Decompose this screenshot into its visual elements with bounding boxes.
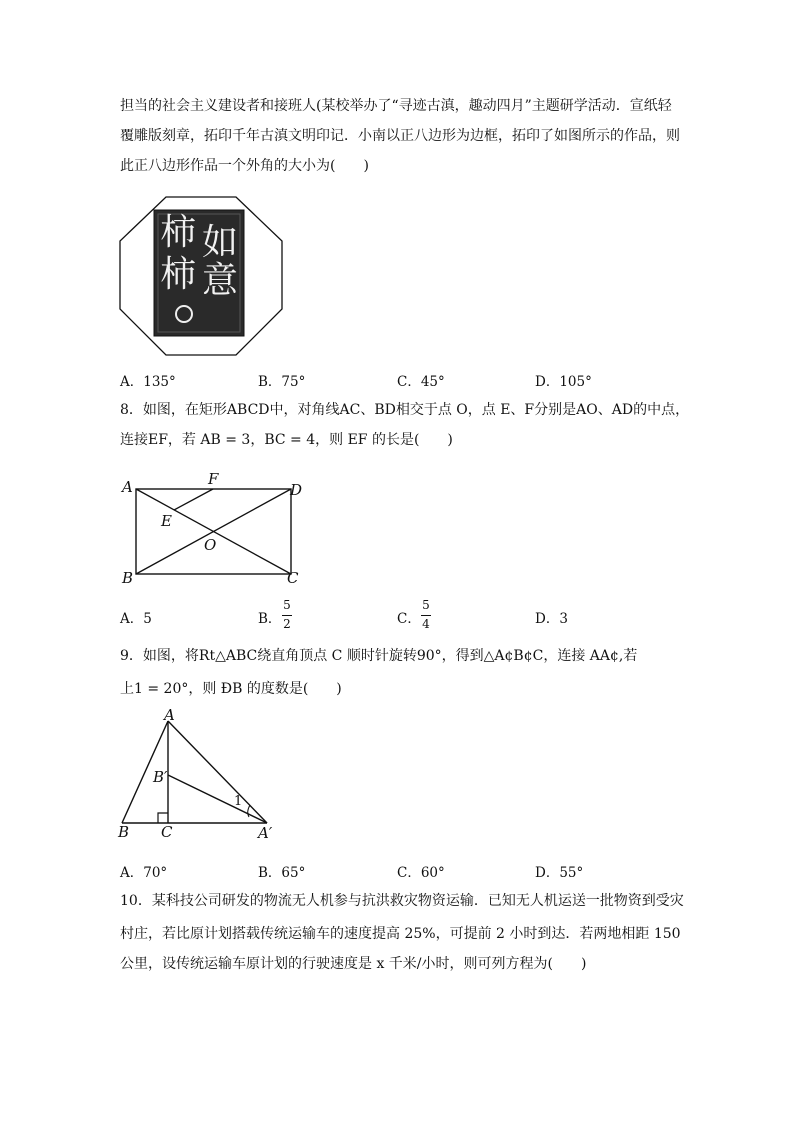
q7-text-line-1: 担当的社会主义建设者和接班人(某校举办了“寻迹古滇，趣动四月”主题研学活动．宣纸轻 <box>120 98 672 114</box>
q8-option-c-prefix: C． <box>397 611 421 627</box>
q9-option-c[interactable]: C．60° <box>397 865 445 881</box>
q10-text-line-3: 公里，设传统运输车原计划的行驶速度是 x 千米/小时，则可列方程为( ) <box>120 956 587 972</box>
label-E: E <box>161 512 172 530</box>
label-B: B <box>122 569 134 587</box>
octagon-frame <box>118 195 284 357</box>
seal-char-3: 柿 <box>160 254 197 295</box>
q10-text-line-2: 村庄，若比原计划搭载传统运输车的速度提高 25%，可提前 2 小时到达．若两地相距 150 <box>120 926 681 942</box>
label-O: O <box>204 536 217 554</box>
q8-option-b-prefix: B． <box>258 611 282 627</box>
q8-option-a[interactable]: A．5 <box>120 611 152 627</box>
label-A-prime: A′ <box>258 824 273 842</box>
q7-option-d[interactable]: D．105° <box>535 374 592 390</box>
label-C: C <box>287 569 299 587</box>
q10-text-line-1: 10．某科技公司研发的物流无人机参与抗洪救灾物资运输．已知无人机运送一批物资到受灾 <box>120 893 684 909</box>
q8-option-b[interactable] <box>258 598 308 634</box>
seal-char-2: 如 <box>202 222 239 263</box>
label-D: D <box>290 481 303 499</box>
q9-text-line-1: 9．如图，将Rt△ABC绕直角顶点 C 顺时针旋转90°，得到△A¢B¢C，连接 AA¢,若 <box>120 648 638 664</box>
q8-option-c-fraction-bar <box>421 615 431 616</box>
label-A: A <box>164 706 175 724</box>
label-B: B <box>118 823 130 841</box>
label-B-prime: B′ <box>153 768 168 786</box>
q8-option-b-numerator: 5 <box>283 598 291 612</box>
rectangle-diagram <box>118 470 318 590</box>
q7-option-b[interactable]: B．75° <box>258 374 306 390</box>
q8-option-c-denominator: 4 <box>422 617 430 631</box>
q8-text-line-1: 8．如图，在矩形ABCD中，对角线AC、BD相交于点 O，点 E、F分别是AO、AD的中点， <box>120 402 690 418</box>
octagon-seal-figure <box>118 195 284 357</box>
seal-char-1: 柿 <box>160 212 197 253</box>
q9-text-line-2: 上1 = 20°，则 ÐB 的度数是( ) <box>120 681 342 697</box>
seal-char-4: 意 <box>202 260 239 301</box>
q7-option-a[interactable]: A．135° <box>120 374 176 390</box>
q8-option-b-denominator: 2 <box>283 617 291 631</box>
q9-option-b[interactable]: B．65° <box>258 865 306 881</box>
q8-option-b-fraction-bar <box>282 615 292 616</box>
label-C: C <box>161 823 173 841</box>
q9-option-a[interactable]: A．70° <box>120 865 168 881</box>
label-F: F <box>208 470 219 488</box>
q7-option-c[interactable]: C．45° <box>397 374 445 390</box>
q7-text-line-2: 覆雕版刻章，拓印千年古滇文明印记．小南以正八边形为边框，拓印了如图所示的作品，则 <box>120 128 680 144</box>
triangle-rotation-diagram <box>115 708 295 848</box>
q8-text-line-2: 连接EF，若 AB = 3，BC = 4，则 EF 的长是( ) <box>120 432 453 448</box>
q8-option-c-numerator: 5 <box>422 598 430 612</box>
label-A: A <box>122 478 133 496</box>
label-angle-1: 1 <box>234 794 243 809</box>
q7-text-line-3: 此正八边形作品一个外角的大小为( ) <box>120 158 369 174</box>
q8-option-c[interactable] <box>397 598 447 634</box>
q9-option-d[interactable]: D．55° <box>535 865 584 881</box>
q8-option-d[interactable]: D．3 <box>535 611 568 627</box>
